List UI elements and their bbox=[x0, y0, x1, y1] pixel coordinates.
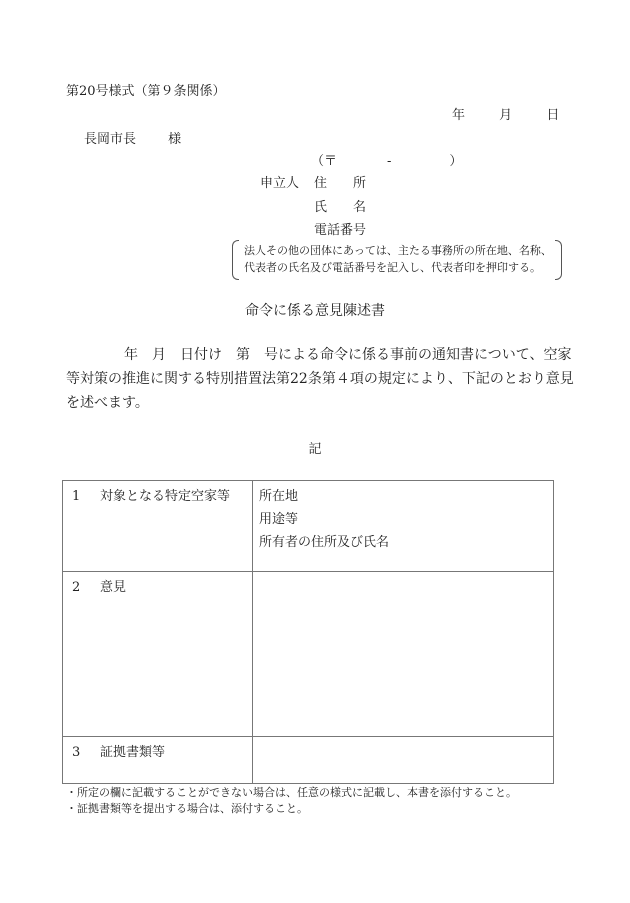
applicant-label: 申立人 bbox=[260, 176, 300, 191]
left-bracket bbox=[232, 240, 239, 280]
postal-dash: - bbox=[387, 154, 392, 169]
body-paragraph bbox=[66, 343, 574, 415]
postal-code-field bbox=[311, 150, 462, 169]
addressee-honorific: 様 bbox=[168, 132, 182, 147]
address-label-char: 住 bbox=[314, 176, 328, 191]
body-line: 等対策の推進に関する特別措置法第22条第４項の規定により、下記のとおり意見 bbox=[66, 371, 574, 387]
field-location: 所在地 bbox=[259, 489, 299, 504]
item-label: 意見 bbox=[100, 580, 127, 595]
date-line bbox=[452, 104, 559, 123]
footnote: ・証拠書類等を提出する場合は、添付すること。 bbox=[66, 802, 308, 815]
name-label bbox=[314, 196, 366, 215]
name-label-char: 氏 bbox=[314, 200, 328, 215]
item-label: 対象となる特定空家等 bbox=[100, 489, 231, 504]
phone-label: 電話番号 bbox=[314, 223, 367, 238]
row-label-cell bbox=[63, 481, 253, 572]
evidence-input-cell[interactable] bbox=[253, 737, 554, 784]
address-label bbox=[314, 172, 366, 191]
date-year-label: 年 bbox=[452, 108, 466, 123]
opinion-input-cell[interactable] bbox=[253, 572, 554, 737]
table-row-target-property bbox=[63, 481, 554, 572]
note-line: 代表者の氏名及び電話番号を記入し、代表者印を押印する。 bbox=[244, 261, 541, 274]
postal-close: ） bbox=[449, 154, 463, 169]
document-title: 命令に係る意見陳述書 bbox=[245, 303, 385, 319]
date-month-label: 月 bbox=[499, 108, 513, 123]
addressee-name: 長岡市長 bbox=[84, 132, 137, 147]
postal-open: （〒 bbox=[311, 154, 338, 169]
target-property-input-cell[interactable] bbox=[253, 481, 554, 572]
footnote: ・所定の欄に記載することができない場合は、任意の様式に記載し、本書を添付すること。 bbox=[66, 786, 517, 799]
corporate-instruction-note bbox=[232, 240, 562, 278]
address-label-char: 所 bbox=[353, 176, 367, 191]
footnotes bbox=[66, 785, 517, 817]
item-label: 証拠書類等 bbox=[100, 745, 166, 760]
body-line: を述べます。 bbox=[66, 395, 149, 411]
item-number: 1 bbox=[72, 489, 81, 504]
row-label-cell bbox=[63, 572, 253, 737]
field-usage: 用途等 bbox=[259, 512, 299, 527]
addressee bbox=[84, 128, 181, 147]
table-row-opinion bbox=[63, 572, 554, 737]
row-label-cell bbox=[63, 737, 253, 784]
note-line: 法人その他の団体にあっては、主たる事務所の所在地、名称、 bbox=[244, 244, 552, 257]
form-number: 第20号様式（第９条関係） bbox=[66, 84, 226, 99]
field-owner-address-name: 所有者の住所及び氏名 bbox=[259, 535, 390, 550]
body-line: 年 月 日付け 第 号による命令に係る事前の通知書について、空家 bbox=[124, 347, 572, 363]
ki-heading: 記 bbox=[308, 442, 322, 457]
right-bracket bbox=[555, 240, 562, 280]
statement-table bbox=[62, 480, 554, 784]
item-number: 3 bbox=[72, 745, 81, 760]
date-day-label: 日 bbox=[546, 108, 560, 123]
table-row-evidence bbox=[63, 737, 554, 784]
name-label-char: 名 bbox=[353, 200, 367, 215]
item-number: 2 bbox=[72, 580, 81, 595]
